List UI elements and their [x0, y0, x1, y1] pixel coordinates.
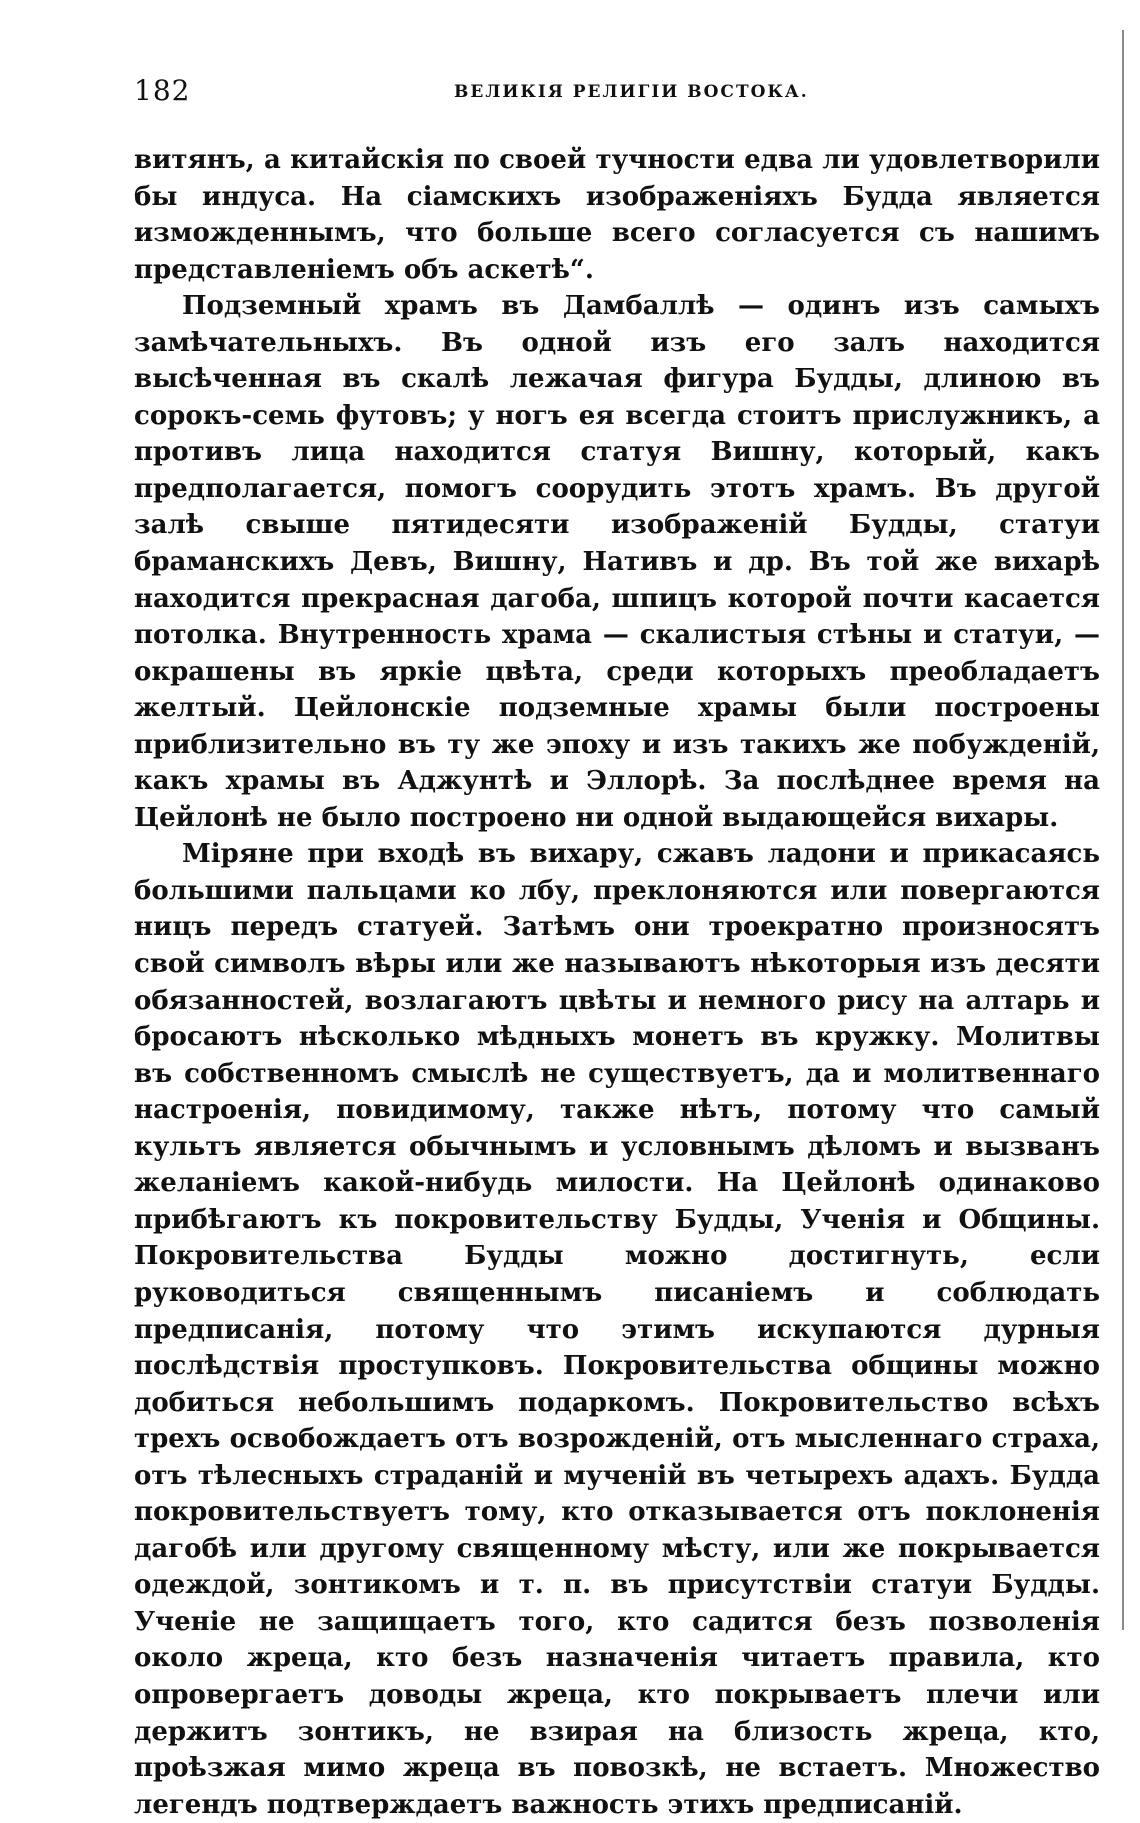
running-head: ВЕЛИКІЯ РЕЛИГІИ ВОСТОКА. — [454, 82, 809, 102]
paragraph-lay-worship: Міряне при входѣ въ вихару, сжавъ ладони и прикасаясь большими пальцами ко лбу, преклоняются или повергаются ницъ передъ статуей. Затѣмъ они троекратно произносятъ свой символъ вѣры или же называютъ нѣкоторыя изъ десяти обязанностей, возлагаютъ цвѣты и немного рису на алтарь и бросаютъ нѣсколько мѣдныхъ монетъ въ кружку. Молитвы въ собственномъ смыслѣ не существуетъ, да и молитвеннаго настроенія, повидимому, также нѣтъ, потому что самый культъ является обычнымъ и условнымъ дѣломъ и вызванъ желаніемъ какой-нибудь милости. На Цейлонѣ одинаково прибѣгаютъ къ покровительству Будды, Ученія и Общины. Покровительства Будды можно достигнуть, если руководиться священнымъ писаніемъ и соблюдать предписанія, потому что этимъ искупаются дурныя послѣдствія проступковъ. Покровительства общины можно добиться небольшимъ подаркомъ. Покровительство всѣхъ трехъ освобождаетъ отъ возрожденій, отъ мысленнаго страха, отъ тѣлесныхъ страданій и мученій въ четырехъ адахъ. Будда покровительствуетъ тому, кто отказывается отъ поклоненія дагобѣ или другому священному мѣсту, или же покрывается одеждой, зонтикомъ и т. п. въ присутствіи статуи Будды. Ученіе не защищаетъ того, кто садится безъ позволенія около жреца, кто безъ назначенія читаетъ правила, кто опровергаетъ доводы жреца, кто покрываетъ плечи или держитъ зонтикъ, не взирая на близость жреца, кто, проѣзжая мимо жреца въ повозкѣ, не встаетъ. Множество легендъ подтверждаетъ важность этихъ предписаній. — [134, 839, 1100, 1820]
paragraph-continuation: витянъ, а китайскія по своей тучности едва ли удовлетворили бы индуса. На сіамскихъ изображеніяхъ Будда является изможденнымъ, что больше всего согласуется съ нашимъ представленіемъ объ аскетѣ“. — [134, 145, 1100, 285]
page-edge-line — [1122, 30, 1124, 1630]
body-text — [134, 142, 1100, 1823]
page-number: 182 — [134, 74, 191, 107]
page-header — [134, 74, 1098, 114]
paragraph-dambulla-temple: Подземный храмъ въ Дамбаллѣ — одинъ изъ самыхъ замѣчательныхъ. Въ одной изъ его залъ находится высѣченная въ скалѣ лежачая фигура Будды, длиною въ сорокъ-семь футовъ; у ногъ ея всегда стоитъ прислужникъ, а противъ лица находится статуя Вишну, который, какъ предполагается, помогъ соорудить этотъ храмъ. Въ другой залѣ свыше пятидесяти изображеній Будды, статуи брамaнскихъ Девъ, Вишну, Нативъ и др. Въ той же вихарѣ находится прекрасная дагоба, шпицъ которой почти касается потолка. Внутренность храма — скалистыя стѣны и статуи, — окрашены въ яркіе цвѣта, среди которыхъ преобладаетъ желтый. Цейлонскіе подземные храмы были построены приблизительно въ ту же эпоху и изъ такихъ же побужденій, какъ храмы въ Аджунтѣ и Эллорѣ. За послѣднее время на Цейлонѣ не было построено ни одной выдающейся вихары. — [134, 291, 1100, 833]
